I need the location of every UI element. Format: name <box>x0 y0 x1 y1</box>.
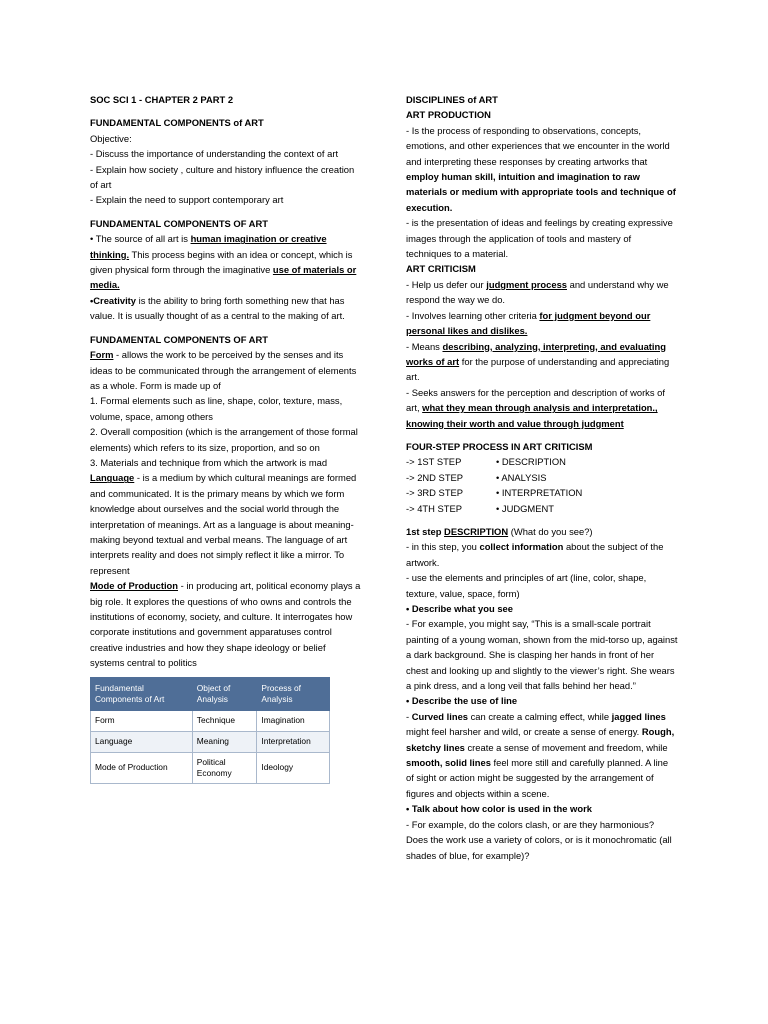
table-cell: Technique <box>192 710 257 731</box>
table-cell: Mode of Production <box>91 752 193 783</box>
art-production-heading: ART PRODUCTION <box>406 109 491 121</box>
text-run: - Means <box>406 340 443 352</box>
paragraph-source-of-art <box>90 231 362 293</box>
first-step-heading <box>406 524 678 539</box>
paragraph-art-criticism-2 <box>406 308 678 339</box>
table-cell: Imagination <box>257 710 330 731</box>
form-item: 1. Formal elements such as line, shape, color, texture, mass, volume, space, among others <box>90 395 343 422</box>
paragraph-art-production-2: - is the presentation of ideas and feelings by creating expressive images through the application of tools and mastery of techniques to a material. <box>406 217 673 260</box>
objective-item: - Discuss the importance of understanding the context of art <box>90 148 339 160</box>
emphasis-text: employ human skill, intuition and imagination to raw materials or medium with appropriate tools and technique of execution. <box>406 171 676 213</box>
term-mode-of-production: Mode of Production <box>90 580 179 592</box>
paragraph-mode-of-production <box>90 578 362 670</box>
form-item: 3. Materials and technique from which the artwork is mad <box>90 456 328 468</box>
describe-line-heading: • Describe the use of line <box>406 695 518 707</box>
paragraph-lines <box>406 709 678 801</box>
emphasis-text: use of materials or media. <box>90 264 357 291</box>
document-title: SOC SCI 1 - CHAPTER 2 PART 2 <box>90 94 234 105</box>
table-cell: Ideology <box>257 752 330 783</box>
paragraph-form <box>90 347 362 393</box>
table-cell: Interpretation <box>257 731 330 752</box>
term-language: Language <box>90 472 135 484</box>
disciplines-heading: DISCIPLINES of ART <box>406 94 498 105</box>
term-form: Form <box>90 349 114 361</box>
paragraph-language <box>90 470 362 578</box>
emphasis-text: Rough, sketchy lines <box>406 726 675 753</box>
table-row <box>91 752 330 783</box>
text-run: can create a calming effect, while <box>468 710 612 722</box>
paragraph-art-criticism-1 <box>406 277 678 308</box>
text-run: - <box>406 710 412 722</box>
paragraph-collect-info <box>406 539 678 570</box>
paragraph-example: - For example, you might say, “This is a small-scale portrait painting of a young woman, shown from the mid-torso up, against a dark background. She is clasping her hands in front of her chest and looking up and slightly to the viewer’s right. She wears a pink dress, and a long veil that falls behind her head.” <box>406 618 678 692</box>
text-run: - in producing art, political economy plays a big role. It explores the questions of who owns and controls the institutions of economy, society, and culture. It interrogates how corporate institutions and government apparatuses control creative industries and how they shape ideology or belief systems central to politics <box>90 580 361 669</box>
emphasis-text: 1st step <box>406 525 445 537</box>
color-heading: • Talk about how color is used in the work <box>406 803 592 815</box>
table-header: Object of Analysis <box>192 677 257 710</box>
step-name: • ANALYSIS <box>496 471 547 483</box>
paragraph-art-criticism-3 <box>406 339 678 385</box>
text-run: is the ability to bring forth something new that has value. It is usually thought of as a central to the making of art. <box>90 294 345 322</box>
text-run: for the purpose of understanding and appreciating art. <box>406 355 670 383</box>
table-cell: Form <box>91 710 193 731</box>
text-run: (What do you see?) <box>508 525 593 537</box>
paragraph-art-production-1 <box>406 123 678 215</box>
section-heading-components-3: FUNDAMENTAL COMPONENTS OF ART <box>90 333 268 345</box>
emphasis-text: smooth, solid lines <box>406 757 491 769</box>
objective-label: Objective: <box>90 132 132 144</box>
emphasis-text: for judgment beyond our personal likes and dislikes. <box>406 309 651 337</box>
text-run: This process begins with an idea or concept, which is given physical form through the imaginative <box>90 248 353 276</box>
objective-item: - Explain the need to support contemporary art <box>90 194 284 206</box>
emphasis-text: collect information <box>479 541 564 553</box>
paragraph-use-elements: - use the elements and principles of art (line, color, shape, texture, value, space, form) <box>406 572 647 599</box>
step-label: -> 3RD STEP <box>406 487 464 499</box>
emphasis-text: DESCRIPTION <box>444 525 509 537</box>
step-name: • DESCRIPTION <box>496 456 566 468</box>
text-run: - in this step, you <box>406 541 480 553</box>
emphasis-text: •Creativity <box>90 294 137 306</box>
text-run: - is a medium by which cultural meanings are formed and communicated. It is the primary means by which we form knowledge about ourselves and the social world through the interpretation of meanings. Art as a language is about meaning-making beyond textual and verbal means. The language of art interprets reality and does not simply reflect it like a mirror. To represent <box>90 472 357 576</box>
table-header-row <box>91 677 330 710</box>
table-cell: Language <box>91 731 193 752</box>
text-run: - Help us defer our <box>406 278 487 290</box>
step-name: • JUDGMENT <box>496 502 554 514</box>
emphasis-text: jagged lines <box>611 710 666 722</box>
text-run: and understand why we respond the way we do. <box>406 278 669 306</box>
table-cell: Political Economy <box>192 752 257 783</box>
table-row <box>91 710 330 731</box>
art-criticism-heading: ART CRITICISM <box>406 263 476 275</box>
step-name: • INTERPRETATION <box>496 487 583 499</box>
text-run: about the subject of the artwork. <box>406 541 664 568</box>
section-heading-components-2: FUNDAMENTAL COMPONENTS OF ART <box>90 217 268 229</box>
emphasis-text: judgment process <box>486 278 567 290</box>
text-run: - Seeks answers for the perception and description of works of art, <box>406 386 665 414</box>
step-label: -> 2ND STEP <box>406 471 464 483</box>
step-label: -> 4TH STEP <box>406 502 463 514</box>
table-row <box>91 731 330 752</box>
text-run: create a sense of movement and freedom, while <box>464 741 668 753</box>
text-run: - allows the work to be perceived by the senses and its ideas to be communicated through the arrangement of elements as a whole. Form is made up of <box>90 349 357 391</box>
emphasis-text: Curved lines <box>411 710 469 722</box>
text-run: - Is the process of responding to observations, concepts, emotions, and other experiences that we encounter in the world and interpreting these responses by creating artworks that <box>406 124 670 167</box>
section-heading-components: FUNDAMENTAL COMPONENTS of ART <box>90 117 264 129</box>
table-cell: Meaning <box>192 731 257 752</box>
text-run: feel more still and carefully planned. A line of sight or action might be suggested by the arrangement of figures and objects within a scene. <box>406 757 669 799</box>
paragraph-art-criticism-4 <box>406 385 678 431</box>
four-step-heading: FOUR-STEP PROCESS IN ART CRITICISM <box>406 440 593 452</box>
objective-item: - Explain how society , culture and history influence the creation of art <box>90 163 355 191</box>
describe-what-heading: • Describe what you see <box>406 603 513 614</box>
table-header: Process of Analysis <box>257 677 330 710</box>
left-column <box>90 92 362 784</box>
emphasis-text: describing, analyzing, interpreting, and evaluating works of art <box>406 340 666 367</box>
emphasis-text: what they mean through analysis and interpretation., knowing their worth and value through judgment <box>406 402 658 429</box>
text-run: - Involves learning other criteria <box>406 309 540 321</box>
step-label: -> 1ST STEP <box>406 456 462 468</box>
paragraph-color: - For example, do the colors clash, or are they harmonious? Does the work use a variety of colors, or is it monochromatic (all shades of blue, for example)? <box>406 818 672 861</box>
components-table <box>90 677 330 784</box>
text-run: • The source of all art is <box>90 233 191 245</box>
table-header: Fundamental Components of Art <box>91 677 193 710</box>
paragraph-creativity <box>90 293 362 324</box>
text-run: might feel harsher and wild, or create a sense of energy. <box>406 726 642 738</box>
right-column <box>406 92 678 863</box>
four-step-list <box>406 454 678 516</box>
form-item: 2. Overall composition (which is the arrangement of those formal elements) which refers to its size, proportion, and so on <box>90 426 358 453</box>
emphasis-text: human imagination or creative thinking. <box>90 233 327 260</box>
